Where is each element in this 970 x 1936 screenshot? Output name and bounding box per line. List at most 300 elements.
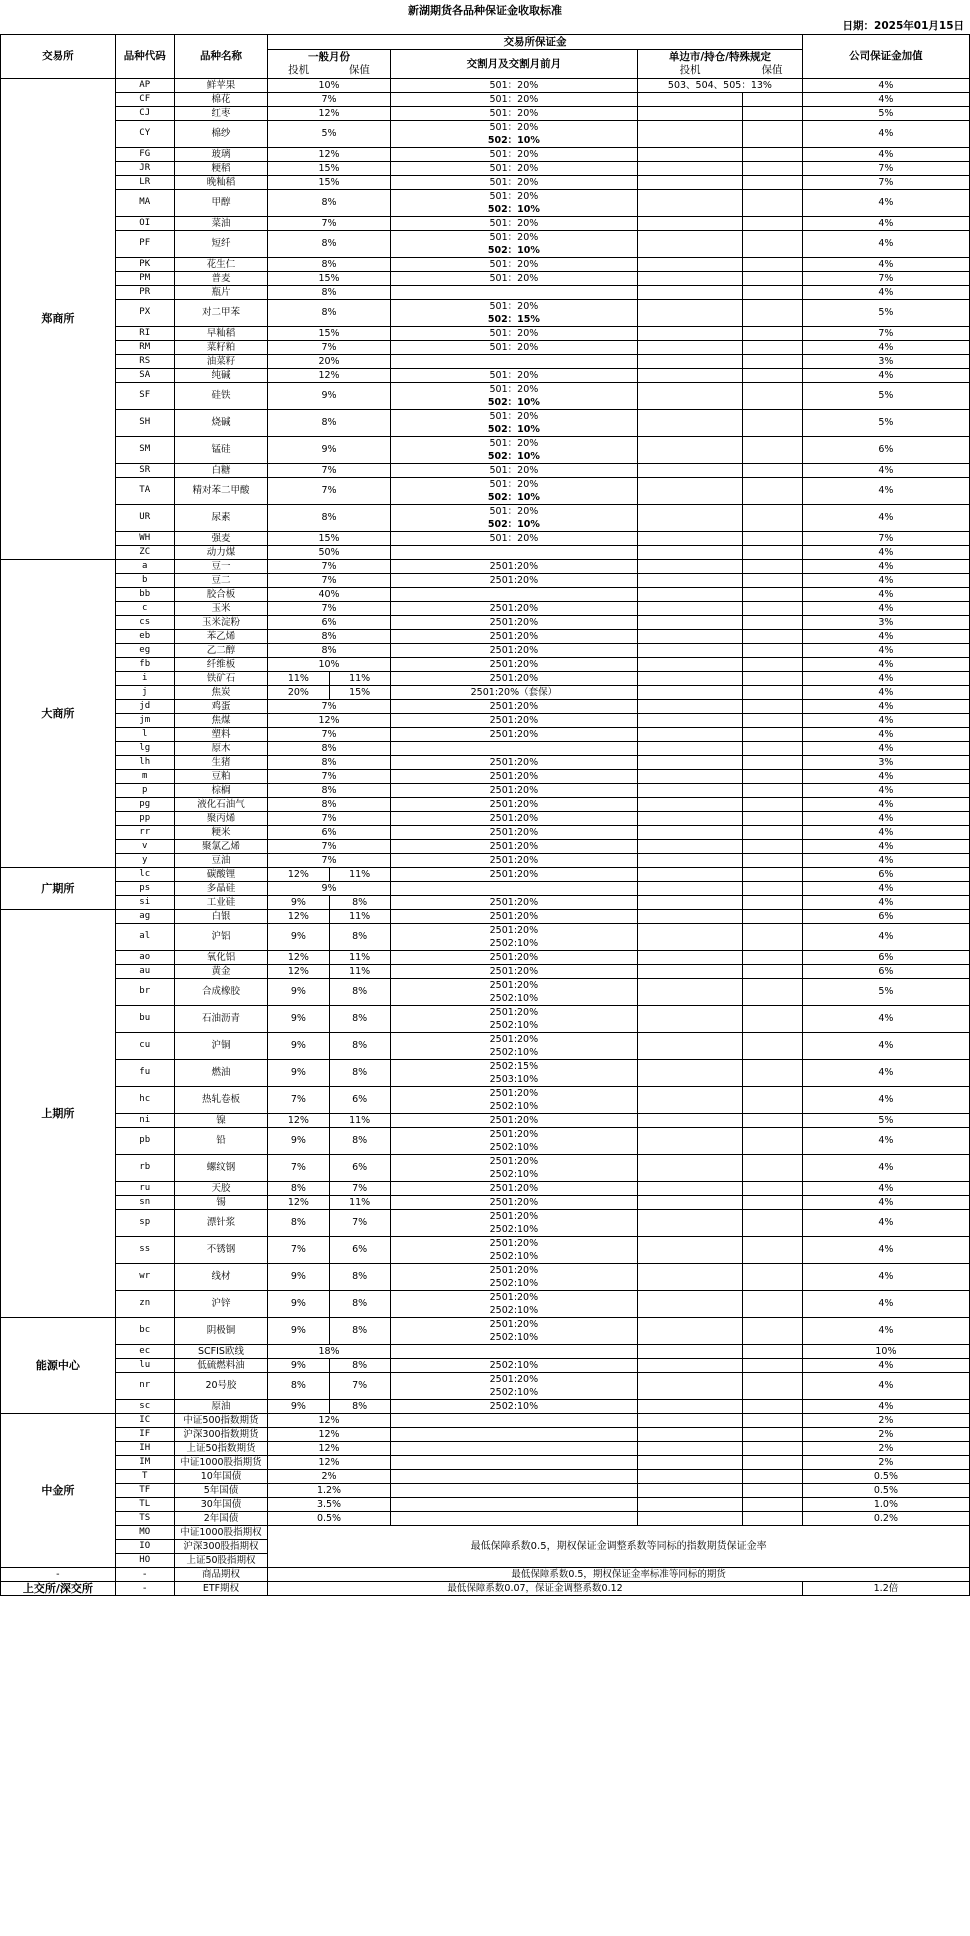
special-hedge-cell	[742, 853, 802, 867]
name-cell: 漂针浆	[174, 1209, 268, 1236]
name-cell: 油菜籽	[174, 354, 268, 368]
general-margin-cell: 2%	[268, 1469, 391, 1483]
delivery-margin-cell	[390, 1154, 637, 1181]
name-cell: 30年国债	[174, 1497, 268, 1511]
table-row	[1, 463, 970, 477]
code-cell: jd	[115, 699, 174, 713]
name-cell: 燃油	[174, 1059, 268, 1086]
delivery-margin-value: 501：20%	[489, 532, 539, 544]
name-cell: 原木	[174, 741, 268, 755]
delivery-margin-cell	[390, 1236, 637, 1263]
table-row	[1, 839, 970, 853]
company-add-cell: 4%	[802, 923, 969, 950]
delivery-margin-value: 2501:20%	[489, 951, 539, 963]
special-spec-cell	[638, 1399, 743, 1413]
table-row	[1, 230, 970, 257]
code-cell: PM	[115, 271, 174, 285]
special-hedge-cell	[742, 257, 802, 271]
code-cell: i	[115, 671, 174, 685]
spec-margin-cell: 9%	[268, 1032, 329, 1059]
company-add-cell: 2%	[802, 1441, 969, 1455]
delivery-margin-value: 501：20%	[489, 464, 539, 476]
name-cell: SCFIS欧线	[174, 1344, 268, 1358]
code-cell: sc	[115, 1399, 174, 1413]
delivery-margin-cell	[390, 285, 637, 299]
special-hedge-cell	[742, 1032, 802, 1059]
delivery-margin-value: 2502:10%	[489, 1359, 539, 1371]
general-margin-cell: 50%	[268, 545, 391, 559]
exchange-cell: 中金所	[1, 1413, 116, 1567]
code-cell: ps	[115, 881, 174, 895]
exchange-cell: 郑商所	[1, 78, 116, 559]
delivery-margin-cell	[390, 436, 637, 463]
table-row	[1, 1525, 970, 1539]
delivery-margin-value: 501：20%	[489, 327, 539, 339]
hedge-margin-cell: 7%	[329, 1209, 390, 1236]
general-margin-cell: 8%	[268, 783, 391, 797]
special-hedge-cell	[742, 713, 802, 727]
general-margin-cell: 9%	[268, 436, 391, 463]
name-cell: 纯碱	[174, 368, 268, 382]
special-spec-cell	[638, 463, 743, 477]
hedge-margin-cell: 15%	[329, 685, 390, 699]
general-margin-cell: 3.5%	[268, 1497, 391, 1511]
special-hedge-cell	[742, 1317, 802, 1344]
hedge-margin-cell: 11%	[329, 1195, 390, 1209]
delivery-margin-cell	[390, 326, 637, 340]
hedge-margin-cell: 11%	[329, 671, 390, 685]
name-cell: 焦煤	[174, 713, 268, 727]
delivery-margin-value: 501：20%	[489, 176, 539, 188]
delivery-margin-value: 2501:20%	[489, 896, 539, 908]
company-add-cell: 5%	[802, 299, 969, 326]
commodity-options-note: 最低保障系数0.5，期权保证金率标准等同标的期货	[268, 1567, 970, 1581]
name-cell: ETF期权	[174, 1581, 268, 1595]
hedge-margin-cell: 8%	[329, 1358, 390, 1372]
company-add-cell: 0.5%	[802, 1483, 969, 1497]
spec-margin-cell: 9%	[268, 895, 329, 909]
special-spec-cell	[638, 409, 743, 436]
general-margin-cell: 8%	[268, 643, 391, 657]
delivery-margin-cell	[390, 78, 637, 92]
delivery-margin-cell	[390, 368, 637, 382]
name-cell: 白银	[174, 909, 268, 923]
delivery-margin-value: 502：10%	[487, 244, 540, 256]
special-hedge-cell	[742, 699, 802, 713]
special-spec-cell	[638, 326, 743, 340]
delivery-margin-value: 502：10%	[487, 203, 540, 215]
hedge-margin-cell: 8%	[329, 1059, 390, 1086]
name-cell: 红枣	[174, 106, 268, 120]
code-cell: p	[115, 783, 174, 797]
special-spec-cell	[638, 175, 743, 189]
company-add-cell: 4%	[802, 839, 969, 853]
hedge-margin-cell: 8%	[329, 895, 390, 909]
special-spec-cell	[638, 436, 743, 463]
spec-margin-cell: 12%	[268, 950, 329, 964]
delivery-margin-cell	[390, 839, 637, 853]
exchange-cell: 能源中心	[1, 1317, 116, 1413]
delivery-margin-value: 2501:20%	[489, 728, 539, 740]
special-spec-cell	[638, 106, 743, 120]
hedge-margin-cell: 8%	[329, 1263, 390, 1290]
table-row	[1, 699, 970, 713]
special-spec-cell	[638, 1441, 743, 1455]
name-cell: 对二甲苯	[174, 299, 268, 326]
special-hedge-cell	[742, 587, 802, 601]
spec-margin-cell: 9%	[268, 1358, 329, 1372]
delivery-margin-value: 502：10%	[487, 491, 540, 503]
company-add-cell: 4%	[802, 147, 969, 161]
special-spec-cell	[638, 1290, 743, 1317]
name-cell: 豆油	[174, 853, 268, 867]
etf-options-note: 最低保障系数0.07，保证金调整系数0.12	[268, 1581, 803, 1595]
delivery-margin-value: 2502:10%	[489, 1304, 539, 1316]
company-add-cell: 4%	[802, 559, 969, 573]
special-hedge-cell	[742, 671, 802, 685]
table-row	[1, 1127, 970, 1154]
delivery-margin-value: 501：20%	[489, 79, 539, 91]
name-cell: 棕榈	[174, 783, 268, 797]
delivery-margin-value: 2501:20%	[489, 965, 539, 977]
name-cell: 烧碱	[174, 409, 268, 436]
special-hedge-cell	[742, 755, 802, 769]
code-cell: LR	[115, 175, 174, 189]
code-cell: cu	[115, 1032, 174, 1059]
code-cell: TF	[115, 1483, 174, 1497]
hedge-margin-cell: 6%	[329, 1236, 390, 1263]
general-margin-cell: 8%	[268, 741, 391, 755]
table-row	[1, 368, 970, 382]
name-cell: 晚籼稻	[174, 175, 268, 189]
code-cell: CY	[115, 120, 174, 147]
header-special-hedge: 保值	[742, 64, 802, 78]
general-margin-cell: 6%	[268, 615, 391, 629]
delivery-margin-value: 2501:20%	[489, 1210, 539, 1222]
special-spec-cell	[638, 1263, 743, 1290]
table-row	[1, 161, 970, 175]
delivery-margin-cell	[390, 587, 637, 601]
delivery-margin-value: 2501:20%	[489, 1196, 539, 1208]
special-spec-cell	[638, 1372, 743, 1399]
general-margin-cell: 0.5%	[268, 1511, 391, 1525]
company-add-cell: 4%	[802, 713, 969, 727]
special-spec-cell	[638, 769, 743, 783]
table-row	[1, 1005, 970, 1032]
general-margin-cell: 7%	[268, 216, 391, 230]
name-cell: 铁矿石	[174, 671, 268, 685]
code-cell: jm	[115, 713, 174, 727]
code-cell: AP	[115, 78, 174, 92]
general-margin-cell: 9%	[268, 382, 391, 409]
code-cell: RS	[115, 354, 174, 368]
hedge-margin-cell: 11%	[329, 950, 390, 964]
general-margin-cell: 1.2%	[268, 1483, 391, 1497]
table-row	[1, 1455, 970, 1469]
delivery-margin-cell	[390, 811, 637, 825]
delivery-margin-cell	[390, 629, 637, 643]
company-add-cell: 4%	[802, 1154, 969, 1181]
table-row	[1, 1032, 970, 1059]
table-row	[1, 755, 970, 769]
special-spec-cell	[638, 120, 743, 147]
special-hedge-cell	[742, 368, 802, 382]
table-row	[1, 783, 970, 797]
code-cell: y	[115, 853, 174, 867]
code-cell: IO	[115, 1539, 174, 1553]
name-cell: 液化石油气	[174, 797, 268, 811]
special-spec-cell	[638, 713, 743, 727]
delivery-margin-value: 501：20%	[489, 369, 539, 381]
special-spec-cell	[638, 147, 743, 161]
special-hedge-cell	[742, 1181, 802, 1195]
general-margin-cell: 10%	[268, 78, 391, 92]
special-hedge-cell	[742, 1059, 802, 1086]
spec-margin-cell: 9%	[268, 1263, 329, 1290]
delivery-margin-value: 501：20%	[489, 410, 539, 422]
delivery-margin-value: 2502:10%	[489, 1277, 539, 1289]
delivery-margin-cell	[390, 657, 637, 671]
delivery-margin-cell	[390, 545, 637, 559]
code-cell: bb	[115, 587, 174, 601]
delivery-margin-cell	[390, 1497, 637, 1511]
delivery-margin-cell	[390, 685, 637, 699]
table-row	[1, 573, 970, 587]
header-exchange: 交易所	[1, 35, 116, 79]
delivery-margin-value: 501：20%	[489, 341, 539, 353]
name-cell: 不锈钢	[174, 1236, 268, 1263]
special-spec-cell	[638, 839, 743, 853]
code-cell: PX	[115, 299, 174, 326]
delivery-margin-value: 2501:20%	[489, 616, 539, 628]
spec-margin-cell: 9%	[268, 923, 329, 950]
page-title: 新湖期货各品种保证金收取标准	[408, 4, 562, 17]
special-hedge-cell	[742, 120, 802, 147]
special-spec-cell	[638, 601, 743, 615]
special-hedge-cell	[742, 769, 802, 783]
special-spec-cell	[638, 92, 743, 106]
general-margin-cell: 7%	[268, 559, 391, 573]
delivery-margin-cell	[390, 1317, 637, 1344]
company-add-cell: 4%	[802, 895, 969, 909]
delivery-margin-value: 502：10%	[487, 423, 540, 435]
name-cell: 菜籽粕	[174, 340, 268, 354]
table-row	[1, 867, 970, 881]
special-spec-cell	[638, 1032, 743, 1059]
exchange-cell: -	[1, 1567, 116, 1581]
delivery-margin-value: 2501:20%	[489, 1033, 539, 1045]
code-cell: br	[115, 978, 174, 1005]
company-add-cell: 1.0%	[802, 1497, 969, 1511]
exchange-cell: 上期所	[1, 909, 116, 1317]
special-hedge-cell	[742, 436, 802, 463]
name-cell: 2年国债	[174, 1511, 268, 1525]
special-spec-cell	[638, 615, 743, 629]
company-add-cell: 4%	[802, 78, 969, 92]
table-row	[1, 147, 970, 161]
spec-margin-cell: 9%	[268, 1005, 329, 1032]
name-cell: 短纤	[174, 230, 268, 257]
special-spec-cell	[638, 741, 743, 755]
name-cell: 苯乙烯	[174, 629, 268, 643]
delivery-margin-cell	[390, 354, 637, 368]
delivery-margin-cell	[390, 950, 637, 964]
name-cell: 豆二	[174, 573, 268, 587]
name-cell: 菜油	[174, 216, 268, 230]
code-cell: c	[115, 601, 174, 615]
spec-margin-cell: 9%	[268, 1399, 329, 1413]
company-add-cell: 1.2倍	[802, 1581, 969, 1595]
name-cell: 聚氯乙烯	[174, 839, 268, 853]
company-add-cell: 4%	[802, 769, 969, 783]
special-hedge-cell	[742, 867, 802, 881]
delivery-margin-cell	[390, 671, 637, 685]
special-hedge-cell	[742, 1113, 802, 1127]
delivery-margin-cell	[390, 120, 637, 147]
delivery-margin-cell	[390, 559, 637, 573]
code-cell: IF	[115, 1427, 174, 1441]
name-cell: 原油	[174, 1399, 268, 1413]
table-row	[1, 1236, 970, 1263]
table-row	[1, 271, 970, 285]
special-spec-cell	[638, 685, 743, 699]
general-margin-cell: 12%	[268, 147, 391, 161]
hedge-margin-cell: 6%	[329, 1154, 390, 1181]
special-spec-cell	[638, 825, 743, 839]
code-cell: bu	[115, 1005, 174, 1032]
company-add-cell: 5%	[802, 409, 969, 436]
special-hedge-cell	[742, 285, 802, 299]
company-add-cell: 4%	[802, 601, 969, 615]
hedge-margin-cell: 6%	[329, 1086, 390, 1113]
name-cell: 塑料	[174, 727, 268, 741]
code-cell: RM	[115, 340, 174, 354]
special-spec-cell	[638, 1511, 743, 1525]
code-cell: nr	[115, 1372, 174, 1399]
special-hedge-cell	[742, 657, 802, 671]
special-hedge-cell	[742, 559, 802, 573]
hedge-margin-cell: 7%	[329, 1372, 390, 1399]
table-row	[1, 1497, 970, 1511]
code-cell: lg	[115, 741, 174, 755]
name-cell: 多晶硅	[174, 881, 268, 895]
name-cell: 玻璃	[174, 147, 268, 161]
name-cell: 氧化铝	[174, 950, 268, 964]
special-spec-cell	[638, 1236, 743, 1263]
special-hedge-cell	[742, 477, 802, 504]
table-row	[1, 811, 970, 825]
code-cell: OI	[115, 216, 174, 230]
special-spec-cell	[638, 881, 743, 895]
code-cell: CF	[115, 92, 174, 106]
company-add-cell: 2%	[802, 1413, 969, 1427]
name-cell: 20号胶	[174, 1372, 268, 1399]
code-cell: MA	[115, 189, 174, 216]
delivery-margin-value: 2501:20%	[489, 1155, 539, 1167]
margin-table	[0, 34, 970, 1596]
general-margin-cell: 8%	[268, 285, 391, 299]
special-spec-cell	[638, 340, 743, 354]
delivery-margin-cell	[390, 1290, 637, 1317]
name-cell: 甲醇	[174, 189, 268, 216]
special-spec-cell	[638, 755, 743, 769]
delivery-margin-cell	[390, 1263, 637, 1290]
company-add-cell: 4%	[802, 853, 969, 867]
hedge-margin-cell: 11%	[329, 964, 390, 978]
special-hedge-cell	[742, 382, 802, 409]
delivery-margin-value: 501：20%	[489, 190, 539, 202]
hedge-margin-cell: 8%	[329, 1399, 390, 1413]
special-hedge-cell	[742, 299, 802, 326]
name-cell: 粳米	[174, 825, 268, 839]
company-add-cell: 10%	[802, 1344, 969, 1358]
special-spec-cell	[638, 923, 743, 950]
company-add-cell: 4%	[802, 340, 969, 354]
name-cell: 瓶片	[174, 285, 268, 299]
spec-margin-cell: 9%	[268, 1290, 329, 1317]
hedge-margin-cell: 11%	[329, 1113, 390, 1127]
special-hedge-cell	[742, 950, 802, 964]
code-cell: WH	[115, 531, 174, 545]
delivery-margin-cell	[390, 340, 637, 354]
code-cell: rr	[115, 825, 174, 839]
special-hedge-cell	[742, 825, 802, 839]
special-hedge-cell	[742, 1427, 802, 1441]
code-cell: RI	[115, 326, 174, 340]
hedge-margin-cell: 11%	[329, 867, 390, 881]
table-row	[1, 601, 970, 615]
code-cell: l	[115, 727, 174, 741]
special-spec-cell	[638, 587, 743, 601]
special-spec-cell	[638, 1497, 743, 1511]
delivery-margin-value: 2502:10%	[489, 1019, 539, 1031]
spec-margin-cell: 11%	[268, 671, 329, 685]
code-cell: SA	[115, 368, 174, 382]
company-add-cell: 4%	[802, 92, 969, 106]
name-cell: 5年国债	[174, 1483, 268, 1497]
special-hedge-cell	[742, 727, 802, 741]
special-spec-cell	[638, 354, 743, 368]
code-cell: TA	[115, 477, 174, 504]
delivery-margin-value: 2501:20%	[489, 1237, 539, 1249]
code-cell: v	[115, 839, 174, 853]
delivery-margin-cell	[390, 299, 637, 326]
delivery-margin-value: 2501:20%	[489, 714, 539, 726]
name-cell: 热轧卷板	[174, 1086, 268, 1113]
special-spec-cell	[638, 161, 743, 175]
delivery-margin-value: 2501:20%	[489, 910, 539, 922]
code-cell: -	[115, 1581, 174, 1595]
delivery-margin-cell	[390, 1399, 637, 1413]
delivery-margin-cell	[390, 727, 637, 741]
general-margin-cell: 8%	[268, 189, 391, 216]
code-cell: IH	[115, 1441, 174, 1455]
delivery-margin-value: 501：20%	[489, 437, 539, 449]
delivery-margin-value: 502：10%	[487, 518, 540, 530]
delivery-margin-cell	[390, 881, 637, 895]
general-margin-cell: 8%	[268, 409, 391, 436]
special-hedge-cell	[742, 106, 802, 120]
name-cell: 普麦	[174, 271, 268, 285]
hedge-margin-cell: 8%	[329, 1317, 390, 1344]
delivery-margin-value: 2501:20%	[489, 1006, 539, 1018]
general-margin-cell: 7%	[268, 811, 391, 825]
code-cell: sp	[115, 1209, 174, 1236]
code-cell: pg	[115, 797, 174, 811]
spec-margin-cell: 7%	[268, 1236, 329, 1263]
header-code: 品种代码	[115, 35, 174, 79]
table-row	[1, 189, 970, 216]
